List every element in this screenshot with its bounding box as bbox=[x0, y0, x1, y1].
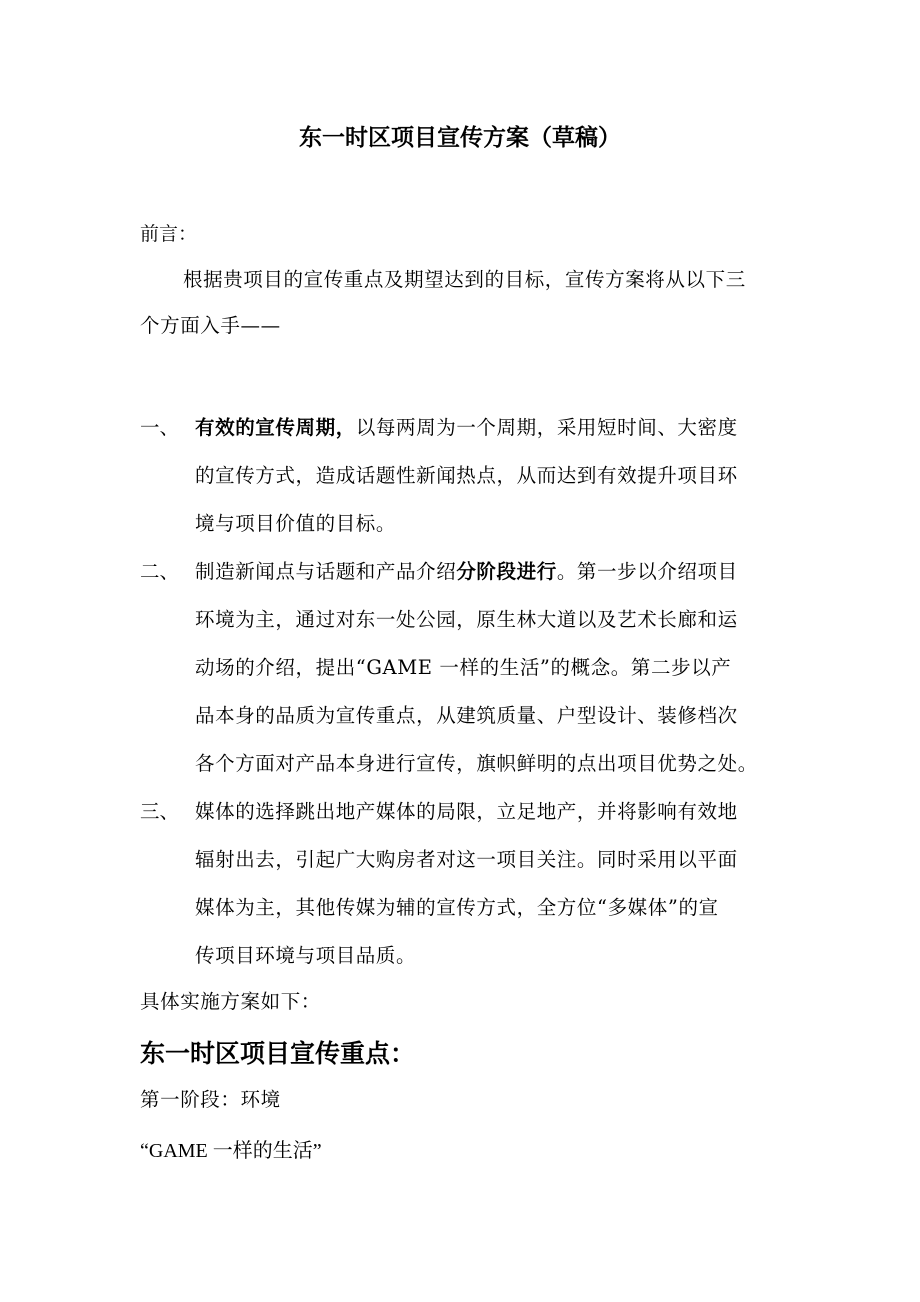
list-marker: 三、 bbox=[140, 800, 180, 823]
list-item-line: 动场的介绍，提出“GAME 一样的生活”的概念。第二步以产 bbox=[195, 656, 732, 679]
list-marker: 一、 bbox=[140, 416, 180, 439]
list-item-line: 各个方面对产品本身进行宣传，旗帜鲜明的点出项目优势之处。 bbox=[195, 752, 758, 775]
bold-emphasis: 分阶段进行 bbox=[456, 560, 557, 583]
list-item-line: 境与项目价值的目标。 bbox=[195, 512, 397, 535]
list-item-line: 品本身的品质为宣传重点，从建筑质量、户型设计、装修档次 bbox=[195, 704, 738, 727]
section-heading: 东一时区项目宣传重点： bbox=[140, 1039, 416, 1068]
preface-paragraph-line-2: 个方面入手—— bbox=[140, 314, 281, 337]
text-run: 制造新闻点与话题和产品介绍 bbox=[195, 560, 457, 583]
list-item-line: 环境为主，通过对东一处公园，原生林大道以及艺术长廊和运 bbox=[195, 608, 738, 631]
list-item-line: 传项目环境与项目品质。 bbox=[195, 944, 417, 967]
list-item-line: 的宣传方式，造成话题性新闻热点，从而达到有效提升项目环 bbox=[195, 464, 738, 487]
document-title: 东一时区项目宣传方案（草稿） bbox=[299, 125, 621, 151]
slogan: “GAME 一样的生活” bbox=[140, 1140, 322, 1162]
preface-label: 前言： bbox=[140, 223, 198, 245]
list-item-line: 媒体为主，其他传媒为辅的宣传方式，全方位“多媒体”的宣 bbox=[195, 896, 719, 919]
list-item-line bbox=[195, 412, 738, 444]
text-run: 以每两周为一个周期，采用短时间、大密度 bbox=[355, 416, 738, 439]
list-marker: 二、 bbox=[140, 560, 180, 583]
bold-emphasis: 有效的宣传周期， bbox=[195, 416, 356, 439]
list-item-line: 媒体的选择跳出地产媒体的局限，立足地产，并将影响有效地 bbox=[195, 800, 738, 823]
implementation-intro: 具体实施方案如下： bbox=[140, 990, 321, 1013]
list-item-line bbox=[195, 556, 738, 588]
stage-label: 第一阶段：环境 bbox=[140, 1088, 281, 1111]
text-run: 。第一步以介绍项目 bbox=[556, 560, 738, 583]
preface-paragraph-line-1: 根据贵项目的宣传重点及期望达到的目标，宣传方案将从以下三 bbox=[183, 268, 746, 291]
list-item-line: 辐射出去，引起广大购房者对这一项目关注。同时采用以平面 bbox=[195, 848, 738, 871]
